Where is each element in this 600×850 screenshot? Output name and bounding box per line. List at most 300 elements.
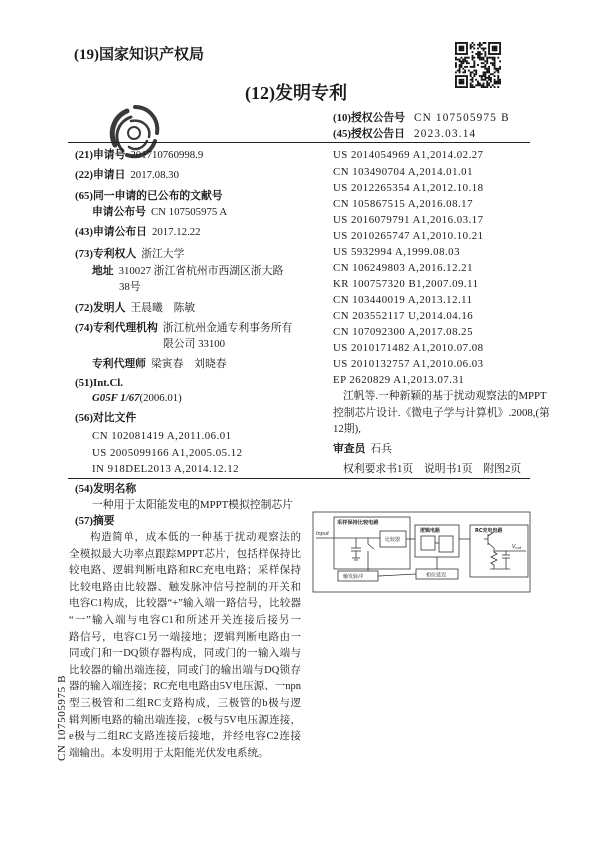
qr-module <box>461 48 463 50</box>
qr-module <box>484 68 486 70</box>
publication-date-label: (43)申请公布日 <box>75 226 147 238</box>
int-cl-label: (51)Int.Cl. <box>75 377 123 389</box>
abstract-line: 比较器的输出端连接，同或门的输出端与DQ锁存 <box>69 664 301 676</box>
qr-module <box>466 42 468 44</box>
qr-module <box>484 75 486 77</box>
qr-module <box>464 70 466 72</box>
abstract-figure <box>312 511 532 593</box>
qr-module <box>492 59 494 61</box>
inventors-row <box>75 301 195 315</box>
qr-module <box>481 48 483 50</box>
cited-document: US 2005099166 A1,2005.05.12 <box>92 447 243 459</box>
comparator-label: 比较器 <box>385 537 401 543</box>
abstract-line: 电容C1构成，比较器“+”输入端一路信号，比较器 <box>69 598 301 610</box>
qr-module <box>470 79 472 81</box>
qr-module <box>495 46 497 48</box>
qr-module <box>484 79 486 81</box>
abstract-line: 较电路、逻辑判断电路和RC充电电路；采样保持 <box>69 565 301 577</box>
agency-row <box>75 321 292 335</box>
grant-date-label: (45)授权公告日 <box>333 128 405 140</box>
qr-module <box>490 62 492 64</box>
qr-module <box>472 84 474 86</box>
dq-latch <box>439 536 453 552</box>
qr-module <box>499 46 501 48</box>
qr-module <box>488 71 490 73</box>
qr-module <box>483 73 485 75</box>
qr-module <box>459 81 461 83</box>
qr-module <box>457 59 459 61</box>
address-label: 地址 <box>92 265 114 277</box>
abstract-line: e极与二组RC支路连接后接地，并经电容C2连接 <box>69 731 301 743</box>
qr-module <box>497 81 499 83</box>
side-publication-number: CN 107505975 B <box>56 674 68 762</box>
application-date: 2017.08.30 <box>130 169 179 181</box>
qr-module <box>488 51 490 53</box>
qr-module <box>486 70 488 72</box>
qr-module <box>466 81 468 83</box>
qr-module <box>462 60 464 62</box>
qr-module <box>462 79 464 81</box>
qr-module <box>459 70 461 72</box>
qr-module <box>488 53 490 55</box>
qr-module <box>464 42 466 44</box>
qr-module <box>459 46 461 48</box>
qr-module <box>488 48 490 50</box>
abstract-line: 同或门和一DQ锁存器构成，同或门的一输入端与 <box>69 648 301 660</box>
qr-module <box>490 42 492 44</box>
publication-date: 2017.12.22 <box>151 226 201 238</box>
agency-line-1: 浙江杭州金通专利事务所有 <box>162 322 293 334</box>
agents: 梁寅春 刘晓春 <box>150 358 227 370</box>
qr-module <box>483 82 485 84</box>
qr-module <box>490 81 492 83</box>
qr-module <box>495 68 497 70</box>
qr-module <box>484 48 486 50</box>
cited-document: EP 2620829 A1,2013.07.31 <box>333 374 465 386</box>
qr-module <box>484 71 486 73</box>
qr-module <box>486 62 488 64</box>
qr-module <box>492 48 494 50</box>
qr-module <box>466 57 468 59</box>
qr-module <box>462 81 464 83</box>
qr-module <box>455 79 457 81</box>
qr-module <box>464 66 466 68</box>
qr-module <box>484 66 486 68</box>
agents-row <box>92 357 227 371</box>
qr-module <box>462 86 464 88</box>
qr-module <box>459 59 461 61</box>
qr-module <box>455 49 457 51</box>
qr-module <box>475 70 477 72</box>
qr-module <box>461 86 463 88</box>
qr-module <box>455 62 457 64</box>
qr-module <box>472 66 474 68</box>
qr-module <box>499 48 501 50</box>
agency-label: (74)专利代理机构 <box>75 322 158 334</box>
qr-module <box>462 62 464 64</box>
abstract-line: 型三极管和二组RC支路构成，三极管的b极与逻 <box>69 698 301 709</box>
qr-module <box>466 82 468 84</box>
qr-module <box>481 44 483 46</box>
qr-module <box>466 60 468 62</box>
qr-module <box>479 82 481 84</box>
qr-module <box>461 75 463 77</box>
qr-module <box>477 82 479 84</box>
qr-module <box>479 55 481 57</box>
qr-module <box>472 42 474 44</box>
patentee: 浙江大学 <box>141 248 185 260</box>
qr-module <box>462 49 464 51</box>
qr-module <box>486 86 488 88</box>
qr-module <box>492 62 494 64</box>
examiner-label: 审查员 <box>333 443 366 455</box>
qr-module <box>483 84 485 86</box>
qr-module <box>492 84 494 86</box>
qr-module <box>490 57 492 59</box>
qr-module <box>455 81 457 83</box>
qr-module <box>486 59 488 61</box>
qr-module <box>466 46 468 48</box>
cited-documents-label: (56)对比文件 <box>75 412 137 424</box>
qr-module <box>466 66 468 68</box>
qr-module <box>457 70 459 72</box>
rc-label: RC充电电路 <box>475 528 503 534</box>
vout-subscript: out <box>515 546 522 550</box>
cited-document: KR 100757320 B1,2007.09.11 <box>333 278 479 290</box>
qr-module <box>477 48 479 50</box>
qr-module <box>477 84 479 86</box>
qr-module <box>459 48 461 50</box>
qr-module <box>492 53 494 55</box>
qr-module <box>459 66 461 68</box>
qr-module <box>494 49 496 51</box>
qr-module <box>483 62 485 64</box>
title-label: (54)发明名称 <box>75 483 137 495</box>
qr-module <box>481 79 483 81</box>
non-patent-citation-line: 控制芯片设计.《微电子学与计算机》.2008,(第 <box>333 407 550 419</box>
qr-module <box>484 53 486 55</box>
qr-module <box>457 75 459 77</box>
qr-module <box>466 75 468 77</box>
cited-document: US 2016079791 A1,2016.03.17 <box>333 214 484 226</box>
qr-module <box>461 81 463 83</box>
qr-module <box>486 82 488 84</box>
int-cl-version: (2006.01) <box>139 392 182 404</box>
qr-module <box>455 66 457 68</box>
biblio-divider <box>68 478 530 479</box>
publication-number-row <box>92 205 227 219</box>
transistor-emitter <box>488 543 494 548</box>
qr-module <box>499 82 501 84</box>
qr-module <box>472 57 474 59</box>
qr-module <box>475 79 477 81</box>
qr-module <box>486 60 488 62</box>
cited-document: CN 106249803 A,2016.12.21 <box>333 262 473 274</box>
qr-module <box>470 66 472 68</box>
vout-main: V <box>512 544 516 550</box>
examiner-row <box>333 442 392 456</box>
qr-module <box>494 75 496 77</box>
qr-module <box>483 75 485 77</box>
qr-module <box>461 62 463 64</box>
qr-module <box>466 79 468 81</box>
inventors-label: (72)发明人 <box>75 302 126 314</box>
qr-module <box>488 68 490 70</box>
address-row <box>92 264 283 278</box>
qr-module <box>479 53 481 55</box>
grant-number: CN 107505975 B <box>413 112 510 124</box>
qr-module <box>455 42 457 44</box>
qr-module <box>473 60 475 62</box>
qr-module <box>457 42 459 44</box>
publication-number: CN 107505975 A <box>150 206 228 218</box>
qr-module <box>455 44 457 46</box>
qr-module <box>477 64 479 66</box>
qr-module <box>490 73 492 75</box>
qr-module <box>473 73 475 75</box>
qr-module <box>472 81 474 83</box>
qr-module <box>499 44 501 46</box>
qr-module <box>468 70 470 72</box>
cited-document: CN 103490704 A,2014.01.01 <box>333 166 473 178</box>
qr-module <box>490 86 492 88</box>
grant-date: 2023.03.14 <box>413 128 477 140</box>
sample-hold-label: 采样保持比较电路 <box>337 520 379 526</box>
qr-module <box>492 46 494 48</box>
qr-module <box>475 73 477 75</box>
qr-module <box>461 46 463 48</box>
qr-module <box>488 66 490 68</box>
qr-module <box>470 48 472 50</box>
qr-module <box>484 73 486 75</box>
qr-module <box>479 51 481 53</box>
qr-module <box>486 68 488 70</box>
publication-number-label: 申请公布号 <box>92 206 146 218</box>
qr-module <box>479 42 481 44</box>
qr-module <box>477 51 479 53</box>
qr-module <box>494 86 496 88</box>
application-date-label: (22)申请日 <box>75 169 126 181</box>
qr-module <box>481 62 483 64</box>
grant-date-row <box>333 127 476 141</box>
qr-module <box>472 46 474 48</box>
qr-module <box>470 82 472 84</box>
qr-module <box>488 70 490 72</box>
qr-module <box>484 77 486 79</box>
qr-module <box>497 71 499 73</box>
qr-module <box>495 70 497 72</box>
qr-module <box>473 70 475 72</box>
abstract-label: (57)摘要 <box>75 515 115 527</box>
qr-module <box>477 81 479 83</box>
cited-document: US 2010171482 A1,2010.07.08 <box>333 342 484 354</box>
qr-module <box>473 57 475 59</box>
qr-module <box>464 53 466 55</box>
header-divider <box>68 142 530 143</box>
qr-module <box>470 73 472 75</box>
qr-module <box>470 75 472 77</box>
qr-module <box>462 59 464 61</box>
qr-module <box>481 59 483 61</box>
qr-module <box>462 53 464 55</box>
qr-module <box>497 42 499 44</box>
qr-module <box>455 75 457 77</box>
qr-module <box>494 68 496 70</box>
qr-module <box>497 86 499 88</box>
qr-module <box>464 71 466 73</box>
qr-module <box>486 71 488 73</box>
qr-module <box>472 55 474 57</box>
qr-module <box>494 79 496 81</box>
qr-module <box>462 75 464 77</box>
qr-module <box>464 57 466 59</box>
qr-module <box>459 75 461 77</box>
qr-module <box>473 86 475 88</box>
cited-document: US 5932994 A,1999.08.03 <box>333 246 460 258</box>
document-type: (12)发明专利 <box>245 83 347 103</box>
qr-module <box>488 82 490 84</box>
qr-module <box>483 59 485 61</box>
qr-module <box>466 77 468 79</box>
application-date-row <box>75 168 179 182</box>
qr-module <box>479 44 481 46</box>
qr-module <box>461 60 463 62</box>
qr-module <box>494 60 496 62</box>
qr-module <box>459 64 461 66</box>
qr-module <box>495 42 497 44</box>
qr-module <box>455 59 457 61</box>
logo-center <box>128 127 140 139</box>
qr-module <box>483 86 485 88</box>
qr-module <box>484 60 486 62</box>
qr-module <box>492 42 494 44</box>
qr-module <box>459 68 461 70</box>
qr-module <box>481 57 483 59</box>
application-number-row <box>75 148 203 162</box>
qr-module <box>461 64 463 66</box>
qr-module <box>472 51 474 53</box>
qr-module <box>459 86 461 88</box>
qr-module <box>499 68 501 70</box>
qr-module <box>483 49 485 51</box>
qr-module <box>499 60 501 62</box>
qr-module <box>459 60 461 62</box>
qr-module <box>466 49 468 51</box>
qr-module <box>479 84 481 86</box>
cited-document: CN 102081419 A,2011.06.01 <box>92 430 232 442</box>
qr-module <box>481 66 483 68</box>
qr-module <box>483 71 485 73</box>
cited-document: US 2014054969 A1,2014.02.27 <box>333 149 484 161</box>
application-number-label: (21)申请号 <box>75 149 126 161</box>
qr-module <box>470 46 472 48</box>
qr-module <box>470 44 472 46</box>
qr-module <box>481 53 483 55</box>
qr-module <box>466 53 468 55</box>
qr-module <box>477 44 479 46</box>
qr-module <box>494 81 496 83</box>
qr-module <box>488 44 490 46</box>
inventors: 王晨曦 陈敏 <box>130 302 196 314</box>
qr-module <box>494 59 496 61</box>
qr-module <box>497 57 499 59</box>
qr-module <box>459 82 461 84</box>
qr-module <box>461 53 463 55</box>
qr-module <box>461 42 463 44</box>
qr-module <box>492 64 494 66</box>
qr-module <box>461 57 463 59</box>
related-publication-label: (65)同一申请的已公布的文献号 <box>75 190 223 202</box>
qr-module <box>488 42 490 44</box>
qr-module <box>497 77 499 79</box>
qr-module <box>497 79 499 81</box>
cited-document: CN 103440019 A,2013.12.11 <box>333 294 473 306</box>
qr-module <box>472 79 474 81</box>
issuing-office: (19)国家知识产权局 <box>74 47 204 63</box>
qr-module <box>490 79 492 81</box>
qr-module <box>483 57 485 59</box>
qr-module <box>459 49 461 51</box>
qr-module <box>461 49 463 51</box>
qr-module <box>488 49 490 51</box>
qr-module <box>464 60 466 62</box>
qr-module <box>494 62 496 64</box>
abstract-line: 端输出。本发明用于太阳能光伏发电系统。 <box>69 747 269 759</box>
feedback-wire <box>378 574 416 576</box>
qr-module <box>461 82 463 84</box>
qr-module <box>484 86 486 88</box>
qr-module <box>455 46 457 48</box>
qr-module <box>479 59 481 61</box>
qr-module <box>494 82 496 84</box>
qr-module <box>499 42 501 44</box>
qr-module <box>466 48 468 50</box>
abstract-line: 比较电路由比较器、触发脉冲信号控制的开关和 <box>69 581 301 593</box>
cited-document: CN 203552117 U,2014.04.16 <box>333 310 474 322</box>
qr-module <box>466 84 468 86</box>
qr-module <box>466 51 468 53</box>
qr-module <box>488 79 490 81</box>
qr-module <box>483 42 485 44</box>
qr-module <box>492 49 494 51</box>
qr-module <box>499 79 501 81</box>
abstract-line: 辑判断电路的输出端连接，c极与5V电压源连接， <box>69 714 301 726</box>
qr-module <box>488 84 490 86</box>
agents-label: 专利代理师 <box>92 358 146 370</box>
input-label: Input <box>316 531 329 537</box>
application-number: 201710760998.9 <box>130 149 204 161</box>
qr-module <box>481 75 483 77</box>
qr-module <box>483 79 485 81</box>
grant-number-row <box>333 111 510 125</box>
abstract-line: 构造简单，成本低的一种基于扰动观察法的 <box>90 532 301 543</box>
qr-module <box>464 59 466 61</box>
qr-module <box>473 75 475 77</box>
abstract-line: “一”输入端与电容C1和所述开关连接后接另一 <box>69 615 301 626</box>
qr-module <box>499 51 501 53</box>
qr-module <box>495 49 497 51</box>
cited-document: US 2010132757 A1,2010.06.03 <box>333 358 484 370</box>
qr-module <box>459 42 461 44</box>
qr-module <box>499 49 501 51</box>
qr-module <box>457 53 459 55</box>
qr-module <box>495 82 497 84</box>
qr-module <box>492 73 494 75</box>
qr-module <box>462 71 464 73</box>
qr-module <box>486 81 488 83</box>
qr-module <box>472 71 474 73</box>
qr-module <box>473 62 475 64</box>
